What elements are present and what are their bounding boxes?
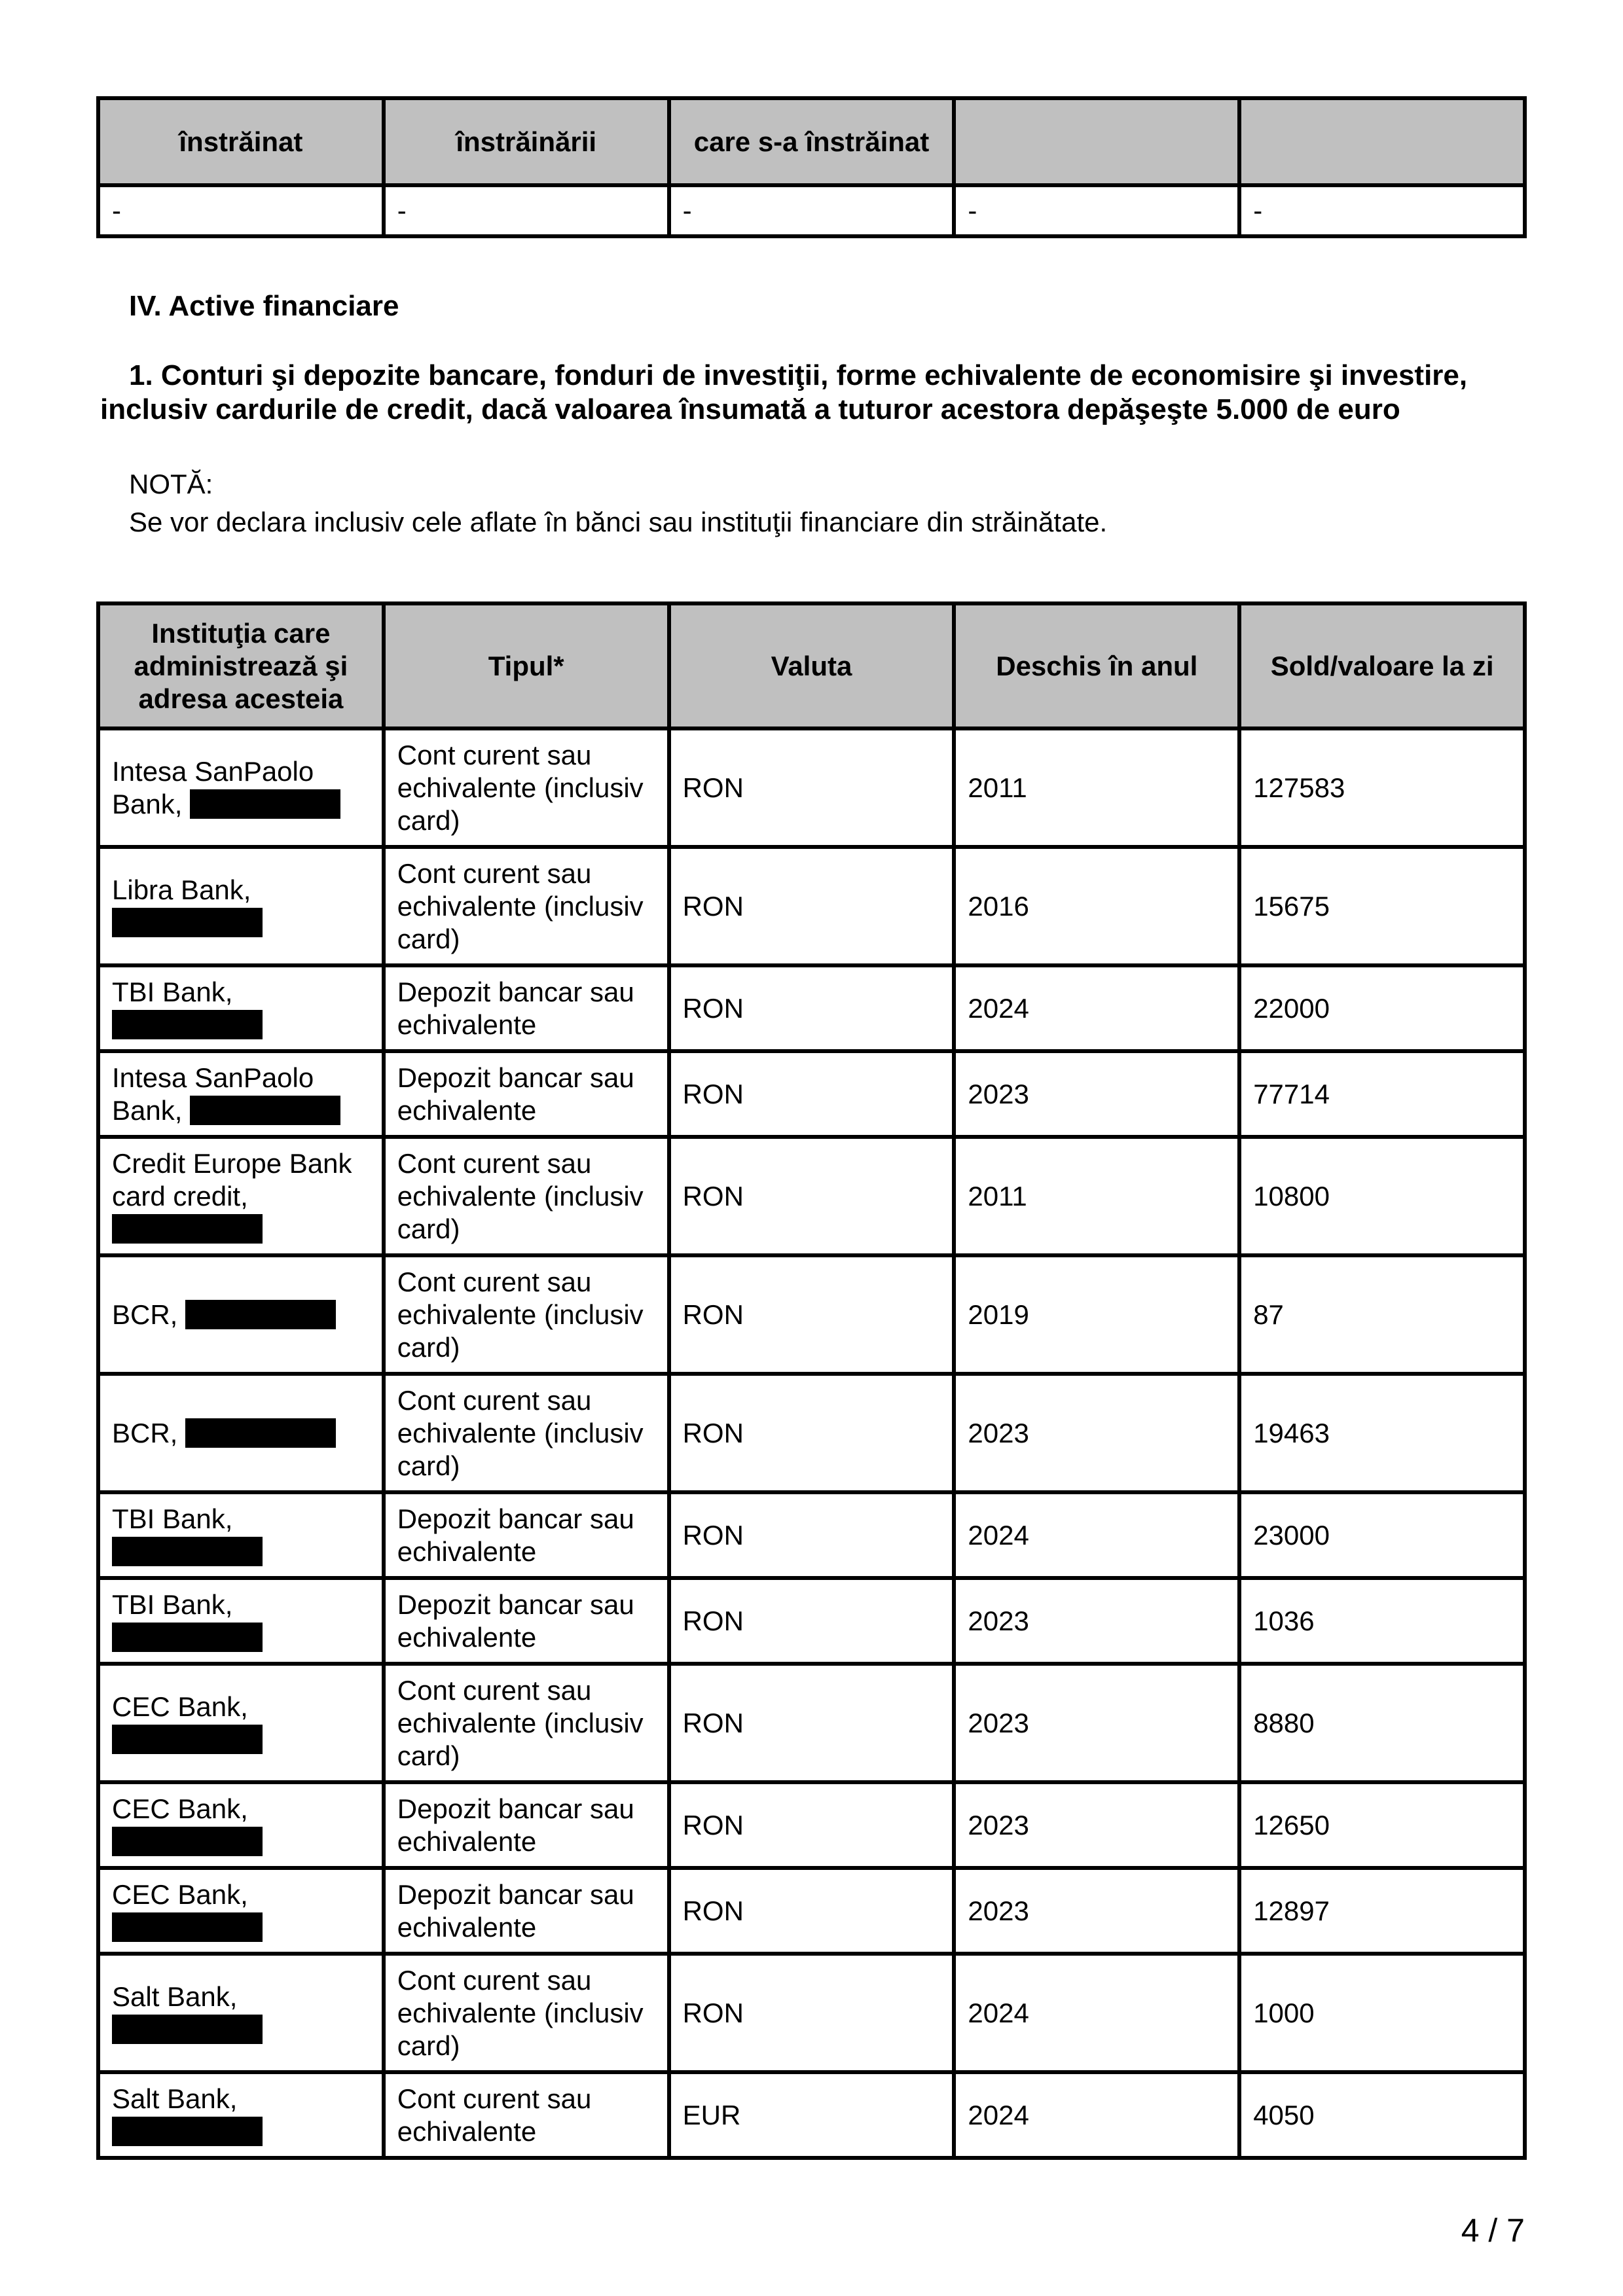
page-number: 4 / 7 [1461, 2212, 1525, 2249]
table-header-row [98, 603, 1525, 728]
institution-cell [98, 1492, 384, 1578]
column-header-currency: Valuta [669, 603, 955, 728]
table-row [98, 1578, 1525, 1664]
account-type-cell: Cont curent sau echivalente (inclusiv card) [384, 847, 669, 965]
currency-cell: EUR [669, 2072, 955, 2158]
balance-cell: 4050 [1239, 2072, 1525, 2158]
column-header [954, 98, 1239, 185]
account-type-cell: Cont curent sau echivalente (inclusiv card) [384, 1137, 669, 1255]
subsection-title: 1. Conturi şi depozite bancare, fonduri de investiţii, forme echivalente de economisire şi investire, inclusiv cardurile de credit, dacă valoarea însumată a tuturor acestora depăşeşte 5.000 de euro [100, 359, 1468, 425]
institution-cell [98, 1782, 384, 1868]
table-row [98, 847, 1525, 965]
year-opened-cell: 2023 [954, 1782, 1239, 1868]
institution-cell [98, 1954, 384, 2072]
balance-cell: 12650 [1239, 1782, 1525, 1868]
currency-cell: RON [669, 1051, 955, 1137]
institution-name: BCR, [112, 1417, 178, 1448]
currency-cell: RON [669, 1664, 955, 1782]
table-header-row [98, 98, 1525, 185]
balance-cell: 23000 [1239, 1492, 1525, 1578]
account-type-cell: Depozit bancar sau echivalente [384, 1578, 669, 1664]
account-type-cell: Cont curent sau echivalente (inclusiv card) [384, 1954, 669, 2072]
redacted-address-block [112, 1912, 263, 1942]
account-type-cell: Cont curent sau echivalente (inclusiv card) [384, 1374, 669, 1492]
institution-name: CEC Bank, [112, 1793, 248, 1824]
note-label: NOTĂ: [129, 469, 213, 499]
institution-name: Libra Bank, [112, 874, 251, 905]
year-opened-cell: 2023 [954, 1051, 1239, 1137]
year-opened-cell: 2024 [954, 1954, 1239, 2072]
table-row [98, 1492, 1525, 1578]
table-cell: - [98, 185, 384, 236]
year-opened-cell: 2024 [954, 965, 1239, 1051]
currency-cell: RON [669, 1255, 955, 1374]
column-header-type: Tipul* [384, 603, 669, 728]
currency-cell: RON [669, 847, 955, 965]
column-header: înstrăinat [98, 98, 384, 185]
balance-cell: 127583 [1239, 728, 1525, 847]
table-cell: - [954, 185, 1239, 236]
redacted-address-block [190, 1096, 340, 1125]
column-header [1239, 98, 1525, 185]
institution-cell [98, 1578, 384, 1664]
redacted-address-block [185, 1418, 336, 1448]
balance-cell: 77714 [1239, 1051, 1525, 1137]
institution-name: Intesa SanPaolo Bank, [112, 755, 314, 819]
redacted-address-block [190, 789, 340, 819]
redacted-address-block [112, 1537, 263, 1566]
table-cell: - [669, 185, 955, 236]
note-text: Se vor declara inclusiv cele aflate în bănci sau instituţii financiare din străinătate. [129, 507, 1108, 537]
currency-cell: RON [669, 1782, 955, 1868]
account-type-cell: Depozit bancar sau echivalente [384, 965, 669, 1051]
table-row [98, 1664, 1525, 1782]
table-row [98, 1954, 1525, 2072]
year-opened-cell: 2023 [954, 1578, 1239, 1664]
table-row [98, 1137, 1525, 1255]
year-opened-cell: 2019 [954, 1255, 1239, 1374]
account-type-cell: Depozit bancar sau echivalente [384, 1051, 669, 1137]
table-row [98, 185, 1525, 236]
year-opened-cell: 2024 [954, 1492, 1239, 1578]
balance-cell: 15675 [1239, 847, 1525, 965]
table-row [98, 1255, 1525, 1374]
institution-name: Salt Bank, [112, 2083, 238, 2114]
balance-cell: 19463 [1239, 1374, 1525, 1492]
account-type-cell: Depozit bancar sau echivalente [384, 1868, 669, 1954]
account-type-cell: Cont curent sau echivalente (inclusiv card) [384, 1255, 669, 1374]
column-header: care s-a înstrăinat [669, 98, 955, 185]
institution-name: TBI Bank, [112, 1588, 233, 1620]
account-type-cell: Depozit bancar sau echivalente [384, 1492, 669, 1578]
section-title: IV. Active financiare [129, 290, 399, 322]
year-opened-cell: 2023 [954, 1868, 1239, 1954]
institution-name: Credit Europe Bank card credit, [112, 1147, 352, 1211]
account-type-cell: Cont curent sau echivalente (inclusiv card) [384, 1664, 669, 1782]
institution-cell [98, 1868, 384, 1954]
table-row [98, 1868, 1525, 1954]
institution-cell [98, 965, 384, 1051]
balance-cell: 10800 [1239, 1137, 1525, 1255]
table-row [98, 965, 1525, 1051]
institution-name: Salt Bank, [112, 1981, 238, 2012]
redacted-address-block [112, 1214, 263, 1244]
institution-cell [98, 1374, 384, 1492]
account-type-cell: Cont curent sau echivalente [384, 2072, 669, 2158]
balance-cell: 8880 [1239, 1664, 1525, 1782]
column-header-institution: Instituţia care administrează şi adresa acesteia [98, 603, 384, 728]
year-opened-cell: 2011 [954, 728, 1239, 847]
redacted-address-block [112, 2117, 263, 2146]
column-header-year: Deschis în anul [954, 603, 1239, 728]
institution-name: CEC Bank, [112, 1878, 248, 1910]
balance-cell: 22000 [1239, 965, 1525, 1051]
redacted-address-block [112, 908, 263, 937]
currency-cell: RON [669, 1492, 955, 1578]
year-opened-cell: 2024 [954, 2072, 1239, 2158]
table-row [98, 1782, 1525, 1868]
table-row [98, 728, 1525, 847]
currency-cell: RON [669, 1954, 955, 2072]
currency-cell: RON [669, 1374, 955, 1492]
account-type-cell: Depozit bancar sau echivalente [384, 1782, 669, 1868]
year-opened-cell: 2016 [954, 847, 1239, 965]
currency-cell: RON [669, 728, 955, 847]
institution-cell [98, 1664, 384, 1782]
institution-cell [98, 1137, 384, 1255]
currency-cell: RON [669, 1578, 955, 1664]
institution-cell [98, 1051, 384, 1137]
bank-accounts-table [96, 601, 1527, 2160]
column-header: înstrăinării [384, 98, 669, 185]
currency-cell: RON [669, 1868, 955, 1954]
account-type-cell: Cont curent sau echivalente (inclusiv card) [384, 728, 669, 847]
year-opened-cell: 2023 [954, 1664, 1239, 1782]
currency-cell: RON [669, 965, 955, 1051]
balance-cell: 1036 [1239, 1578, 1525, 1664]
institution-cell [98, 2072, 384, 2158]
table-cell: - [1239, 185, 1525, 236]
table-row [98, 1374, 1525, 1492]
balance-cell: 12897 [1239, 1868, 1525, 1954]
balance-cell: 1000 [1239, 1954, 1525, 2072]
redacted-address-block [112, 1623, 263, 1652]
institution-cell [98, 1255, 384, 1374]
redacted-address-block [112, 1725, 263, 1754]
previous-assets-table [96, 96, 1527, 238]
institution-name: TBI Bank, [112, 1503, 233, 1534]
column-header-balance: Sold/valoare la zi [1239, 603, 1525, 728]
year-opened-cell: 2011 [954, 1137, 1239, 1255]
balance-cell: 87 [1239, 1255, 1525, 1374]
institution-name: BCR, [112, 1299, 178, 1330]
year-opened-cell: 2023 [954, 1374, 1239, 1492]
table-cell: - [384, 185, 669, 236]
table-row [98, 1051, 1525, 1137]
institution-name: CEC Bank, [112, 1691, 248, 1722]
redacted-address-block [112, 1010, 263, 1039]
table-row [98, 2072, 1525, 2158]
redacted-address-block [185, 1300, 336, 1329]
institution-cell [98, 728, 384, 847]
institution-name: TBI Bank, [112, 976, 233, 1007]
institution-name: Intesa SanPaolo Bank, [112, 1062, 314, 1126]
institution-cell [98, 847, 384, 965]
redacted-address-block [112, 1827, 263, 1856]
redacted-address-block [112, 2015, 263, 2044]
currency-cell: RON [669, 1137, 955, 1255]
